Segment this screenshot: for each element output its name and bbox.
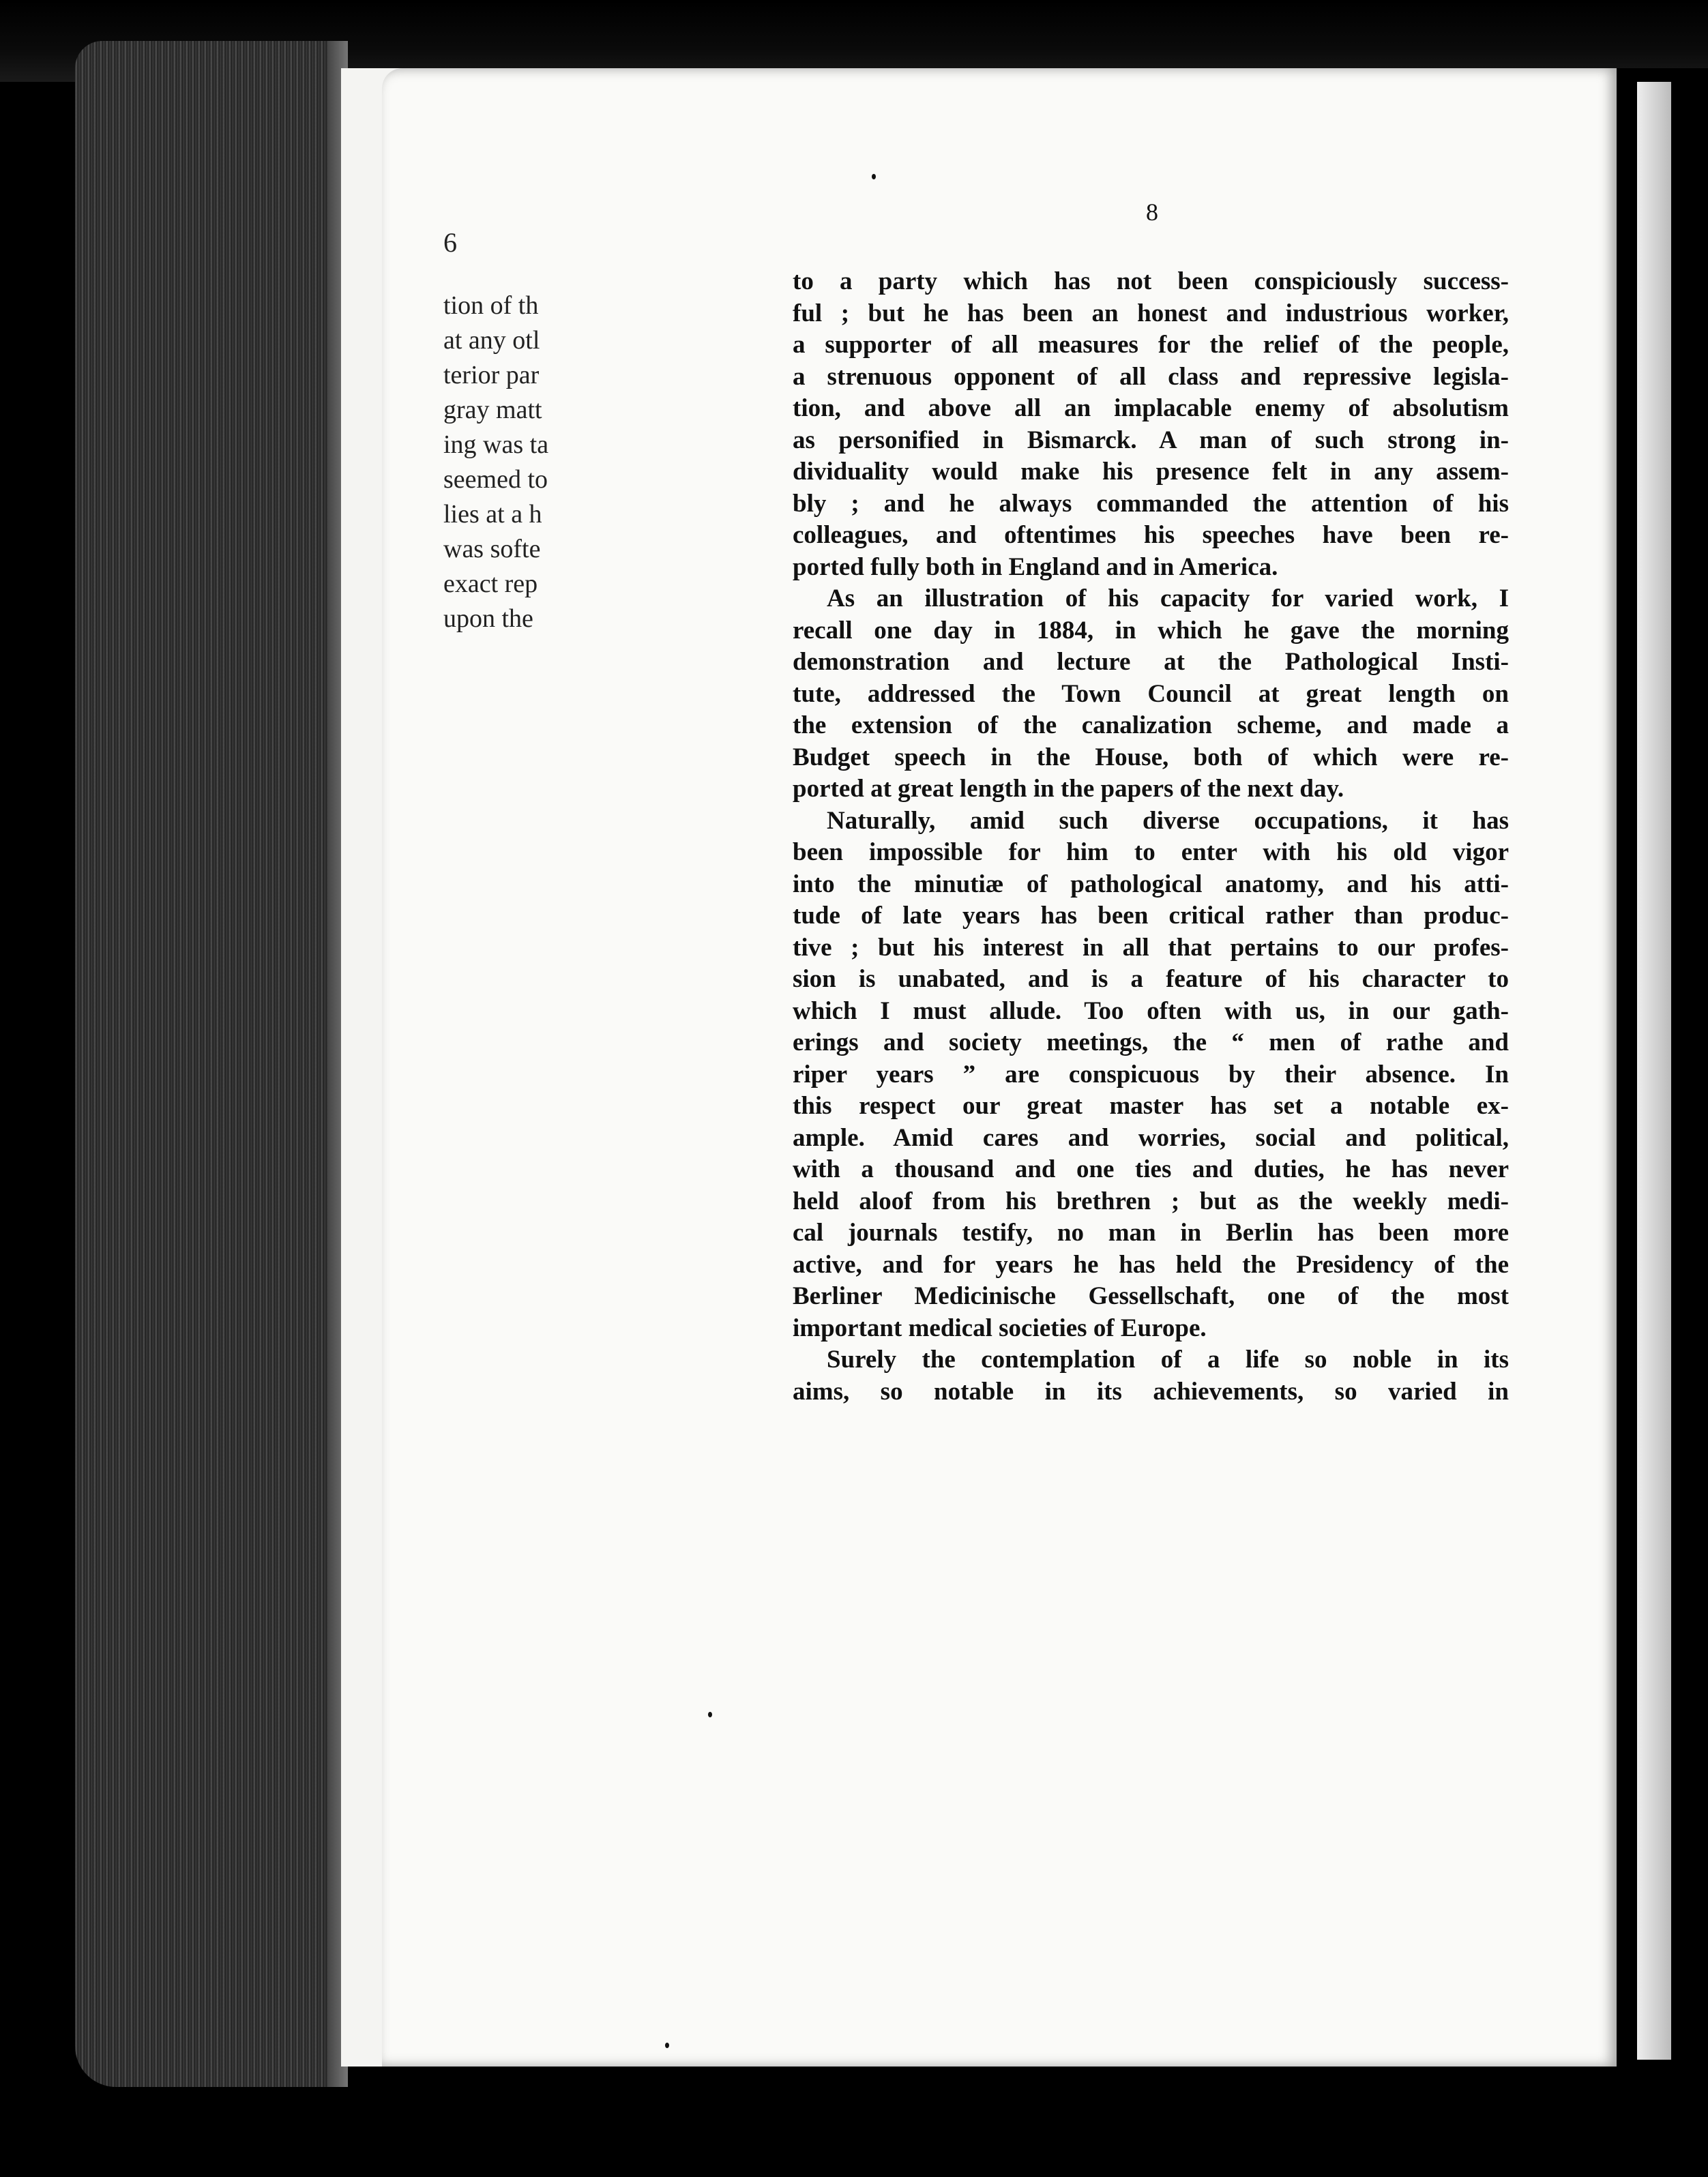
text-line: which I must allude. Too often with us, in our gath- <box>793 996 1509 1025</box>
text-line: ful ; but he has been an honest and industrious worker, <box>793 299 1509 327</box>
left-page-line: upon the <box>443 604 533 633</box>
text-line: Naturally, amid such diverse occupations, it has <box>827 806 1509 835</box>
right-page-body <box>793 266 1509 1408</box>
text-line: as personified in Bismarck. A man of such strong in- <box>793 426 1509 454</box>
text-line: with a thousand and one ties and duties, he has never <box>793 1155 1509 1183</box>
text-line: important medical societies of Europe. <box>793 1314 1207 1342</box>
text-line: colleagues, and oftentimes his speeches have been re- <box>793 521 1509 549</box>
left-page-line: exact rep <box>443 569 538 598</box>
left-page-line: tion of th <box>443 291 539 320</box>
text-line: sion is unabated, and is a feature of his character to <box>793 965 1509 993</box>
text-line: Budget speech in the House, both of which were re- <box>793 743 1509 771</box>
text-line: cal journals testify, no man in Berlin has been more <box>793 1219 1509 1247</box>
paragraph <box>793 1344 1509 1408</box>
paragraph <box>793 583 1509 805</box>
text-line: a supporter of all measures for the relief of the people, <box>793 331 1509 359</box>
text-line: ample. Amid cares and worries, social and political, <box>793 1123 1509 1152</box>
right-page-number: 8 <box>1146 198 1158 226</box>
text-line: dividuality would make his presence felt in any assem- <box>793 458 1509 486</box>
paragraph <box>793 805 1509 1345</box>
left-page-line: gray matt <box>443 396 542 424</box>
left-page-line: lies at a h <box>443 500 542 529</box>
left-page-line: ing was ta <box>443 430 549 459</box>
text-line: Berliner Medicinische Gessellschaft, one of the most <box>793 1282 1509 1310</box>
text-line: tute, addressed the Town Council at great length on <box>793 679 1509 708</box>
text-line: ported at great length in the papers of the next day. <box>793 775 1344 803</box>
left-page-line: terior par <box>443 361 540 389</box>
paragraph <box>793 266 1509 583</box>
text-line: ported fully both in England and in America. <box>793 552 1278 581</box>
scan-speck <box>872 174 876 179</box>
text-line: the extension of the canalization scheme, and made a <box>793 711 1509 739</box>
left-page-lines <box>443 288 587 636</box>
text-line: aims, so notable in its achievements, so varied in <box>793 1377 1509 1406</box>
text-line: As an illustration of his capacity for varied work, I <box>827 584 1509 612</box>
text-line: this respect our great master has set a notable ex- <box>793 1092 1509 1120</box>
text-line: bly ; and he always commanded the attention of his <box>793 489 1509 518</box>
left-page-line: at any otl <box>443 326 540 355</box>
text-line: riper years ” are conspicuous by their absence. In <box>793 1060 1509 1088</box>
text-line: erings and society meetings, the “ men of rathe and <box>793 1028 1509 1056</box>
text-line: into the minutiæ of pathological anatomy, and his atti- <box>793 870 1509 898</box>
text-line: held aloof from his brethren ; but as the weekly medi- <box>793 1187 1509 1215</box>
text-line: active, and for years he has held the Presidency of the <box>793 1250 1509 1279</box>
book-page-stack <box>75 41 348 2087</box>
text-line: recall one day in 1884, in which he gave the morning <box>793 616 1509 645</box>
scan-speck <box>665 2043 669 2048</box>
text-line: tude of late years has been critical rather than produc- <box>793 902 1509 930</box>
text-line: been impossible for him to enter with his old vigor <box>793 838 1509 866</box>
text-line: Surely the contemplation of a life so noble in its <box>827 1346 1509 1374</box>
text-line: a strenuous opponent of all class and repressive legisla- <box>793 362 1509 391</box>
left-page-text <box>443 225 587 636</box>
text-line: to a party which has not been conspiciously success- <box>793 267 1509 295</box>
scan-speck <box>708 1712 712 1717</box>
text-line: tive ; but his interest in all that pertains to our profes- <box>793 933 1509 962</box>
text-line: tion, and above all an implacable enemy of absolutism <box>793 394 1509 422</box>
left-page-line: was softe <box>443 535 541 563</box>
left-page-line: seemed to <box>443 465 548 494</box>
next-page-edge <box>1637 82 1671 2060</box>
left-page-number: 6 <box>443 227 457 258</box>
text-line: demonstration and lecture at the Pathological Insti- <box>793 648 1509 676</box>
